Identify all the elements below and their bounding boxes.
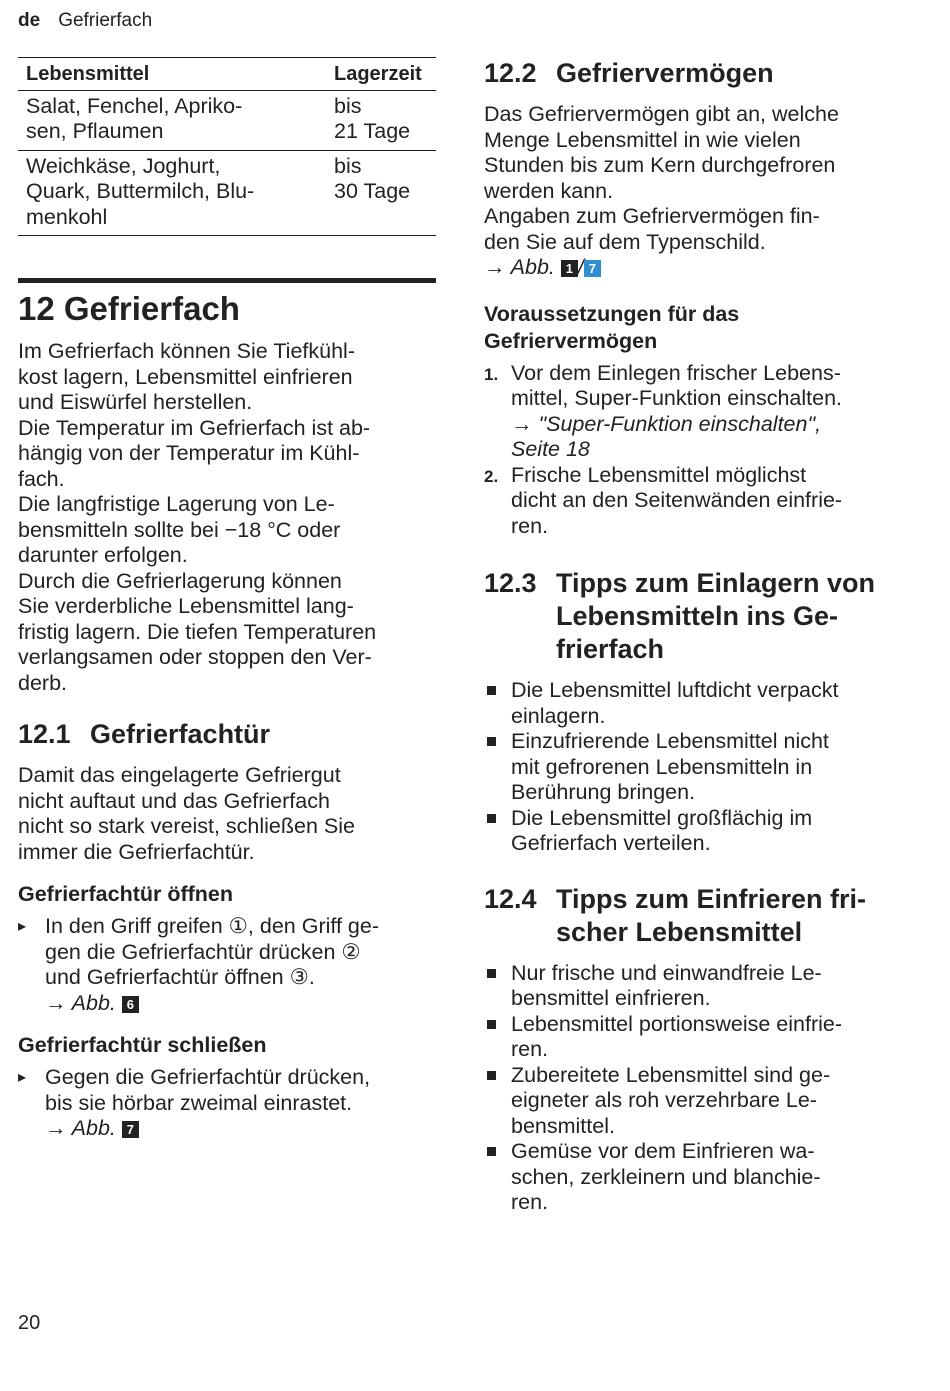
list-item: Die Lebensmittel luftdicht verpackt einlagern. (484, 678, 904, 729)
list-item: Nur frische und einwandfreie Le- bensmittel einfrieren. (484, 961, 904, 1012)
bullet-list-storage-tips (484, 678, 904, 857)
table-cell: Salat, Fenchel, Apriko- sen, Pflaumen (18, 90, 326, 150)
ref-text: → Abb. (45, 1116, 116, 1140)
table-cell: bis 21 Tage (326, 90, 436, 150)
cross-reference-link[interactable]: → "Super-Funktion einschalten", Seite 18 (511, 411, 822, 461)
step-text: Vor dem Einlegen frischer Lebens- mittel, Super-Funktion einschalten. (511, 360, 843, 410)
language-code: de (18, 10, 41, 31)
figure-badge: 7 (584, 260, 601, 277)
step-number: 2. (484, 466, 499, 486)
section-title: Gefriervermögen (556, 58, 774, 88)
section-heading-12-3 (484, 567, 904, 666)
list-item: Einzufrierende Lebensmittel nicht mit gefrorenen Lebensmitteln in Berührung bringen. (484, 729, 904, 806)
table-cell: bis 30 Tage (334, 153, 411, 203)
step-list-open (18, 914, 436, 1016)
paragraph: Im Gefrierfach können Sie Tiefkühl- kost lagern, Lebensmittel einfrieren und Eiswürfel herstellen. (18, 339, 355, 414)
step-text: Frische Lebensmittel möglichst dicht an den Seitenwänden einfrie- ren. (511, 462, 843, 538)
list-item (18, 914, 436, 1016)
header-title: Gefrierfach (58, 10, 153, 31)
chapter-heading (18, 278, 436, 329)
step-number: 1. (484, 364, 499, 384)
list-item: Lebensmittel portionsweise einfrie- ren. (484, 1012, 904, 1063)
list-item: Die Lebensmittel großflächig im Gefrierfach verteilen. (484, 806, 904, 857)
section-number: 12.4 (484, 883, 537, 914)
list-item (18, 1065, 436, 1142)
list-item (484, 361, 904, 463)
ref-text: → Abb. (45, 990, 116, 1015)
figure-badge: 1 (561, 260, 578, 277)
section-title: Tipps zum Einfrieren fri- scher Lebensmittel (556, 883, 867, 947)
section-number: 12.2 (484, 58, 537, 88)
table-cell: Weichkäse, Joghurt, Quark, Buttermilch, Blu- menkohl (26, 153, 255, 229)
paragraph: Angaben zum Gefriervermögen fin- den Sie auf dem Typenschild. (484, 204, 820, 254)
list-item (484, 463, 904, 540)
paragraph: Das Gefriervermögen gibt an, welche Menge Lebensmittel in wie vielen Stunden bis zum Kern durchgefroren werden kann. (484, 102, 839, 203)
section-heading-12-1 (18, 718, 436, 751)
chapter-title: Gefrierfach (63, 290, 240, 327)
table-header-food: Lebensmittel (18, 58, 326, 91)
storage-table (18, 57, 436, 236)
list-item: Gemüse vor dem Einfrieren wa- schen, zerkleinern und blanchie- ren. (484, 1139, 904, 1216)
list-item: Zubereitete Lebensmittel sind ge- eigneter als roh verzehrbare Le- bensmittel. (484, 1063, 904, 1140)
subheading-open-door: Gefrierfachtür öffnen (18, 882, 234, 906)
figure-reference (45, 1116, 139, 1140)
step-text: In den Griff greifen ①, den Griff ge- gen die Gefrierfachtür drücken ② und Gefrierfachtür öffnen ③. (45, 914, 379, 989)
figure-reference (484, 255, 904, 281)
step-text: Gegen die Gefrierfachtür drücken, bis sie hörbar zweimal einrastet. (45, 1065, 371, 1115)
chapter-intro (18, 339, 436, 696)
section-number: 12.1 (18, 719, 71, 749)
bullet-list-freezing-tips (484, 961, 904, 1216)
table-row (18, 90, 436, 150)
figure-reference (45, 991, 139, 1015)
paragraph: Damit das eingelagerte Gefriergut nicht auftaut und das Gefrierfach nicht so stark vereist, schließen Sie immer die Gefrierfachtür. (18, 763, 355, 864)
paragraph: Die langfristige Lagerung von Le- bensmitteln sollte bei −18 °C oder darunter erfolgen. (18, 492, 341, 567)
chapter-number: 12 (18, 290, 55, 327)
section-number: 12.3 (484, 568, 537, 598)
paragraph: Die Temperatur im Gefrierfach ist ab- hängig von der Temperatur im Kühl- fach. (18, 415, 371, 491)
section-heading-12-4 (484, 883, 904, 949)
ref-separator: / (577, 255, 584, 279)
section-title: Gefrierfachtür (90, 719, 271, 749)
section-heading-12-2 (484, 57, 904, 90)
ref-text: → Abb. (484, 255, 555, 279)
step-list-close (18, 1065, 436, 1142)
table-header-storage-time: Lagerzeit (326, 58, 436, 91)
figure-badge: 6 (122, 996, 139, 1013)
subheading-prerequisites: Voraussetzungen für das Gefriervermögen (484, 301, 740, 353)
paragraph: Durch die Gefrierlagerung können Sie verderbliche Lebensmittel lang- fristig lagern. Die tiefen Temperaturen verlangsamen oder stoppen den Ver- derb. (18, 568, 377, 695)
left-column (18, 57, 436, 1142)
right-column (484, 57, 904, 1216)
running-header (18, 10, 152, 32)
figure-badge: 7 (122, 1121, 139, 1138)
numbered-step-list (484, 361, 904, 540)
table-row (18, 150, 436, 236)
page-number: 20 (18, 1312, 41, 1334)
section-title: Tipps zum Einlagern von Lebensmitteln ins Ge- frierfach (556, 568, 876, 664)
subheading-close-door: Gefrierfachtür schließen (18, 1033, 267, 1057)
